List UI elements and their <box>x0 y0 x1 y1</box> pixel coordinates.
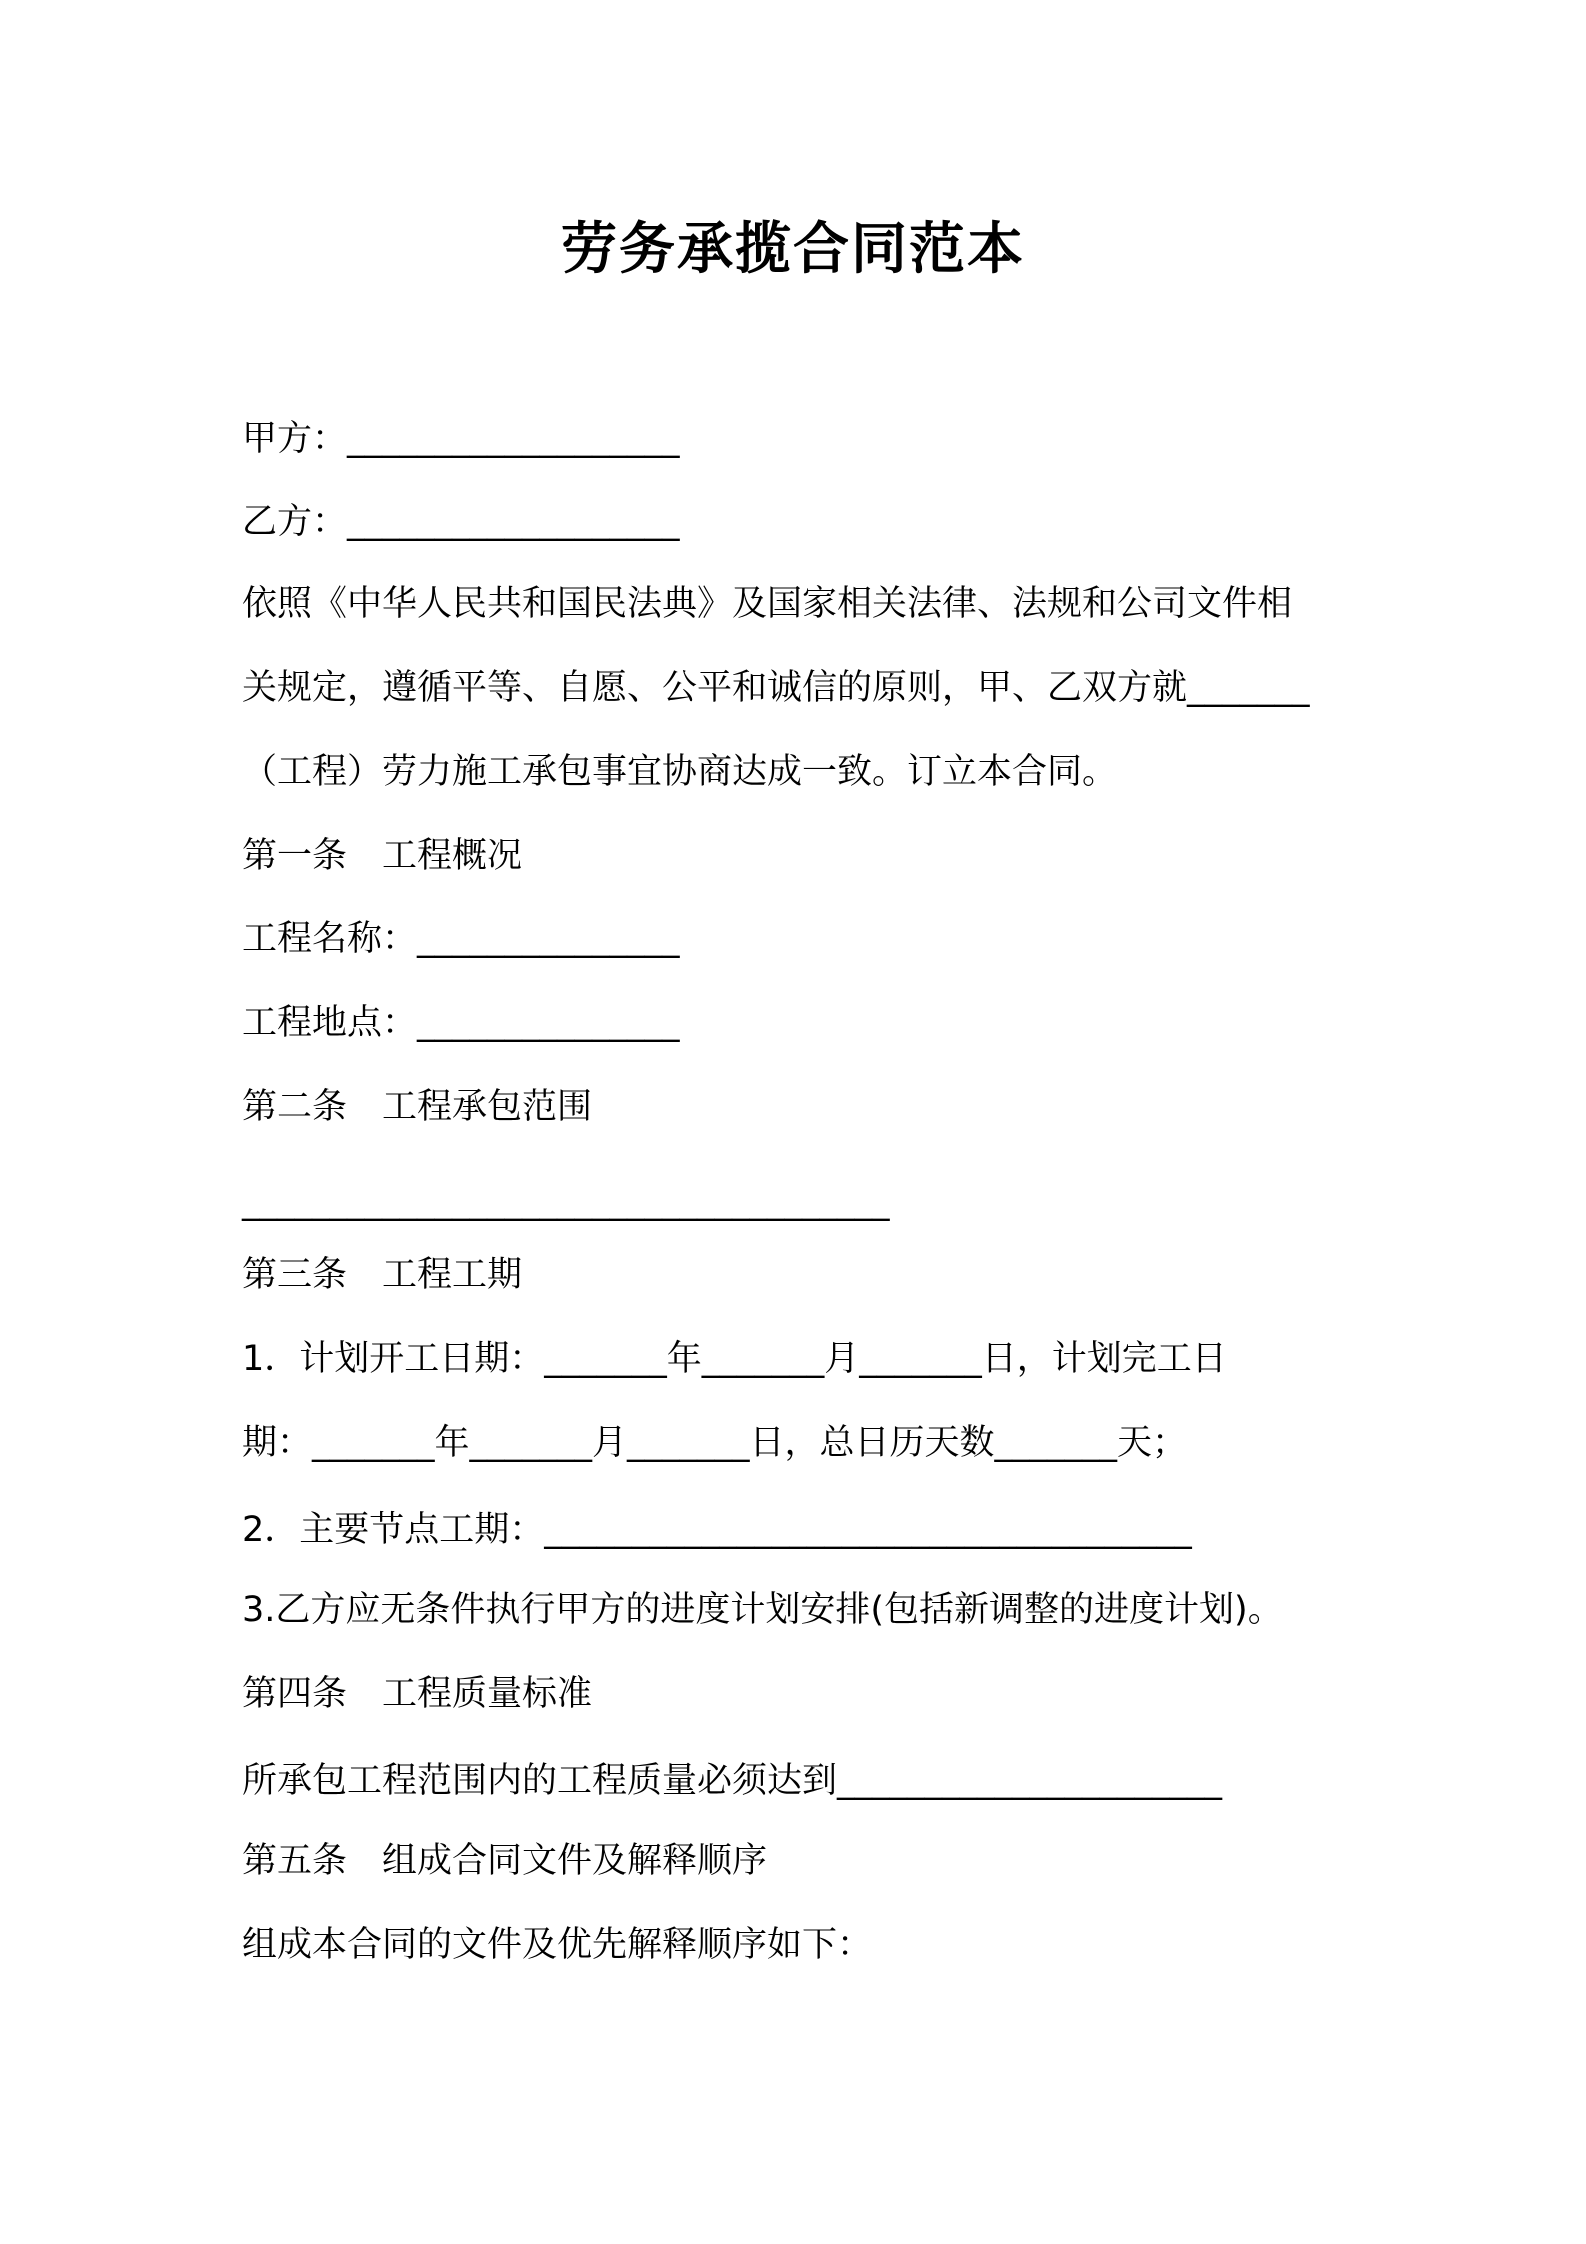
article-3-heading: 第三条 工程工期 <box>242 1255 523 1295</box>
contract-documents-line: 组成本合同的文件及优先解释顺序如下： <box>242 1925 873 1965</box>
intro-paragraph-line-2: 关规定，遵循平等、自愿、公平和诚信的原则，甲、乙双方就_______ <box>242 668 1310 708</box>
schedule-item-1-line-1: 1．计划开工日期：_______年_______月_______日，计划完工日 <box>242 1339 1227 1379</box>
party-b-line: 乙方：___________________ <box>242 502 680 542</box>
article-4-heading: 第四条 工程质量标准 <box>242 1674 593 1714</box>
schedule-item-1-line-2: 期：_______年_______月_______日，总日历天数_______天； <box>242 1423 1188 1463</box>
party-a-line: 甲方：___________________ <box>242 419 680 459</box>
article-5-heading: 第五条 组成合同文件及解释顺序 <box>242 1841 768 1881</box>
document-title: 劳务承揽合同范本 <box>561 217 1025 282</box>
scope-blank-line: _____________________________________ <box>242 1182 890 1222</box>
article-1-heading: 第一条 工程概况 <box>242 836 523 876</box>
project-name-line: 工程名称：_______________ <box>242 919 680 959</box>
intro-paragraph-line-1: 依照《中华人民共和国民法典》及国家相关法律、法规和公司文件相 <box>242 584 1293 624</box>
intro-paragraph-line-3: （工程）劳力施工承包事宜协商达成一致。订立本合同。 <box>242 752 1118 792</box>
schedule-item-2: 2．主要节点工期：_____________________________________ <box>242 1510 1192 1550</box>
schedule-item-3: 3.乙方应无条件执行甲方的进度计划安排(包括新调整的进度计划)。 <box>242 1590 1283 1630</box>
project-location-line: 工程地点：_______________ <box>242 1003 680 1043</box>
article-2-heading: 第二条 工程承包范围 <box>242 1087 593 1127</box>
quality-standard-line: 所承包工程范围内的工程质量必须达到______________________ <box>242 1761 1223 1801</box>
